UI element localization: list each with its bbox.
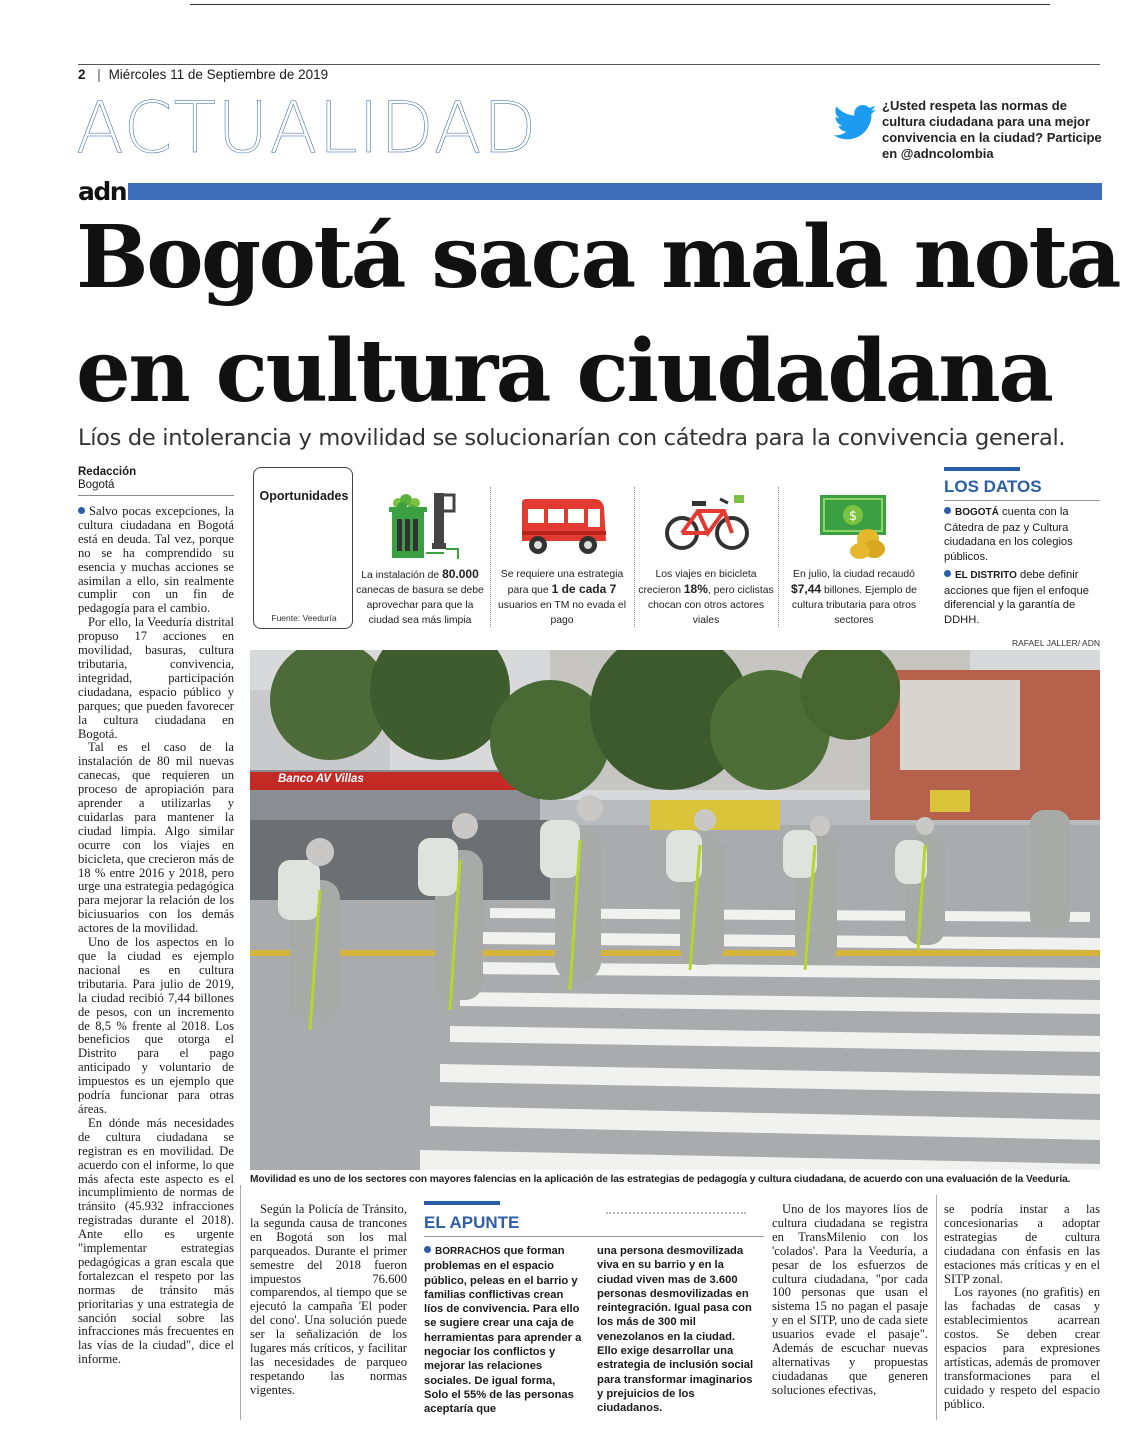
article-paragraph: Los rayones (no grafitis) en las fachadas de casas y establecimientos acarrean costos. Se deben crear espacios para expresiones artísticas, además de promover transformaciones para el cuidado y respeto del espacio público. <box>944 1285 1100 1411</box>
bank-sign: Banco AV Villas <box>278 773 364 785</box>
article-paragraph: Según la Policía de Tránsito, la segunda causa de trancones en Bogotá son los mal parqueados. Durante el primer semestre del 2018 fueron impuestos 76.600 comparendos, al tiempo que se ejecutó la campaña 'El poder del cono'. Una solución puede ser la señalización de los lugares más críticos, y facilitar las necesidades de parqueo respetando las normas vigentes. <box>250 1202 407 1397</box>
photo-caption: Movilidad es uno de los sectores con mayores falencias en la aplicación de las estrategias de pedagogía y cultura ciudadana, de acuerdo con una evaluación de la Veeduría. <box>250 1174 1071 1185</box>
folio <box>78 67 328 83</box>
infographic-source: Fuente: Veeduría <box>271 613 337 623</box>
info-text: En julio, la ciudad recaudó <box>793 569 915 580</box>
article-paragraph: Uno de los mayores líos de cultura ciudadana se registra en TransMilenio con los 'colados'. Para la Veeduría, a pesar de los esfuerzos de cultura ciudadana, "por cada 100 personas que usan el sistema 15 no pagan el pasaje y en el SITP, uno de cada siete usuarios evade el pasaje". Además de escuchar nuevas alternativas y propuestas ciudadanas que generen soluciones efectivas, <box>772 1202 928 1397</box>
headline-line-2: en cultura ciudadana <box>76 321 1052 422</box>
el-apunte-title: EL APUNTE <box>424 1213 520 1232</box>
data-text: cuenta con la Cátedra de paz y Cultura ciudadana en los colegios públicos. <box>944 506 1073 563</box>
info-item-4 <box>786 567 922 628</box>
bullet-dot <box>78 507 85 514</box>
byline-name: Redacción <box>78 466 137 478</box>
article-paragraph <box>78 505 234 616</box>
bicycle-icon <box>664 493 750 555</box>
article-paragraph: Por ello, la Veeduría distrital propuso 17 acciones en movilidad, basuras, cultura tributaria, convivencia, integridad, participación ciudadana, espacio público y parques; que pueden favorecer la cultura ciudadana en Bogotá. <box>78 615 234 741</box>
info-text: canecas de basura se debe aprovechar para que la ciudad sea más limpia <box>356 585 484 626</box>
paragraph-text: Salvo pocas excepciones, la cultura ciudadana en Bogotá está en deuda. Tal vez, porque no se ha comprendido su esencia y muchas acciones se asimilan a ello, sin realmente cumplir con un fin de pedagogía para el cambio. <box>78 504 234 616</box>
bullet-dot <box>424 1246 431 1253</box>
article-column-2 <box>250 1203 407 1398</box>
el-apunte-title-rule <box>424 1236 764 1237</box>
page-number: 2 <box>78 67 86 82</box>
article-column-6 <box>944 1203 1100 1412</box>
headline-line-1: Bogotá saca mala nota <box>76 207 1119 308</box>
info-divider <box>778 487 779 627</box>
twitter-icon <box>832 104 878 144</box>
photo-credit: RAFAEL JALLER/ ADN <box>1011 638 1100 648</box>
bus-icon <box>518 497 608 559</box>
money-icon <box>818 491 890 559</box>
info-figure: 1 de cada 7 <box>551 582 617 596</box>
apunte-lead: BORRACHOS <box>435 1246 501 1257</box>
infographic-title: Oportunidades <box>259 489 349 503</box>
trash-bin-icon <box>384 493 464 563</box>
info-text: usuarios en TM no evada el pago <box>497 600 627 626</box>
subheadline: Líos de intolerancia y movilidad se solucionarían con cátedra para la convivencia general. <box>78 425 1066 451</box>
info-divider <box>490 487 491 627</box>
info-item-2 <box>494 567 630 628</box>
info-item-1 <box>352 567 488 628</box>
info-text: Los viajes en bicicleta crecieron <box>638 569 757 596</box>
article-paragraph: se podría instar a las concesionarias a adoptar estrategias de cultura ciudadana con énfasis en las estaciones más críticas y en el SITP zonal. <box>944 1202 1100 1286</box>
info-divider <box>634 487 635 627</box>
el-apunte-col-b: una persona desmovilizada viva en su barrio y en la ciudad viven mas de 3.600 personas desmovilizadas en reintegración. Igual pasa con los más de 300 mil venezolanos en la ciudad. Ello exige desarrollar una estrategia de inclusión social para transformar imaginarios y prejuicios de los ciudadanos. <box>597 1245 754 1415</box>
section-title: ACTUALIDAD <box>76 87 538 169</box>
info-figure: 18% <box>683 582 708 596</box>
svg-text:$: $ <box>848 509 858 524</box>
info-text: Se requiere una estrategia para que <box>500 569 624 596</box>
column-rule <box>936 1195 937 1420</box>
info-figure: 80.000 <box>442 567 479 581</box>
data-text: debe definir acciones que fijen el enfoque diferencial y la garantía de DDHH. <box>944 569 1089 626</box>
top-rule <box>190 4 1050 5</box>
article-paragraph: Tal es el caso de la instalación de 80 mil nuevas canecas, que requieren un proceso de apropiación para aprender a utilizarlas y cuidarlas para mantener la ciudad limpia. Algo similar ocurre con los viajes en bicicleta, que crecieron más de 18 % entre 2016 y 2018, pero urge una estrategia pedagógica para mejorar la relación de los biciusuarios con los demás actores de la movilidad. <box>78 740 234 936</box>
brand-bar <box>128 183 1102 200</box>
data-lead: EL DISTRITO <box>955 570 1017 581</box>
folio-separator: | <box>97 67 101 82</box>
los-datos-title: LOS DATOS <box>944 477 1042 496</box>
info-text: billones. Ejemplo de cultura tributaria para otros sectores <box>791 585 917 626</box>
info-text: , pero ciclistas chocan con otros actores viales <box>647 585 774 626</box>
column-rule <box>240 1185 241 1420</box>
los-datos-list <box>944 505 1100 627</box>
el-apunte-col-a <box>424 1244 582 1417</box>
infographic <box>250 463 940 638</box>
los-datos-rule <box>944 467 1020 471</box>
los-datos-item <box>944 505 1100 564</box>
news-photo <box>250 650 1100 1170</box>
header-rule <box>78 64 1100 65</box>
los-datos-title-rule <box>944 500 1100 501</box>
adn-logo: adn <box>78 177 127 206</box>
apunte-text: que forman problemas en el espacio público, peleas en el barrio y familias conflictivas crean líos de convivencia. Para ello se sugiere crear una caja de herramientas para aprender a negociar los conflictos y mejorar las relaciones sociales. De igual forma, Solo el 55% de las personas aceptaría que <box>424 1245 582 1416</box>
info-text: La instalación de <box>361 570 443 581</box>
bullet-dot <box>944 507 951 514</box>
info-figure: $7,44 <box>791 582 822 596</box>
article-paragraph: Uno de los aspectos en lo que la ciudad es ejemplo nacional es en cultura tributaria. Para julio de 2019, la ciudad recibió 7,44 billones de pesos, con un incremento de 8,5 % frente al 2018. Los beneficios que otorga el Distrito para el pago anticipado y voluntario de impuestos es un ejemplo que podría funcionar para otras áreas. <box>78 935 234 1116</box>
article-paragraph: En dónde más necesidades de cultura ciudadana se registran es en movilidad. De acuerdo con el informe, lo que más afecta este aspecto es el incumplimiento de normas de tránsito (45.932 infracciones registradas durante el 2018). Ante ello es urgente "implementar estrategias pedagógicas a gran escala que fortalezcan el respeto por las normas de tránsito más prioritarias y una estrategia de sanción social sobre las infracciones más frecuentes en las vías de la ciudad", dice el informe. <box>78 1115 234 1367</box>
info-item-3 <box>638 567 774 628</box>
los-datos-item <box>944 568 1100 627</box>
byline <box>78 466 136 492</box>
bullet-dot <box>944 570 951 577</box>
article-column-5 <box>772 1203 928 1398</box>
byline-city: Bogotá <box>78 479 115 491</box>
el-apunte-rule <box>424 1201 500 1205</box>
el-apunte-dots <box>606 1212 746 1220</box>
issue-date: Miércoles 11 de Septiembre de 2019 <box>108 67 329 82</box>
twitter-prompt: ¿Usted respeta las normas de cultura ciudadana para una mejor convivencia en la ciudad? Participe en @adncolombia <box>882 98 1102 161</box>
article-column-1 <box>78 505 234 1367</box>
byline-rule <box>78 495 234 496</box>
data-lead: BOGOTÁ <box>955 507 999 518</box>
